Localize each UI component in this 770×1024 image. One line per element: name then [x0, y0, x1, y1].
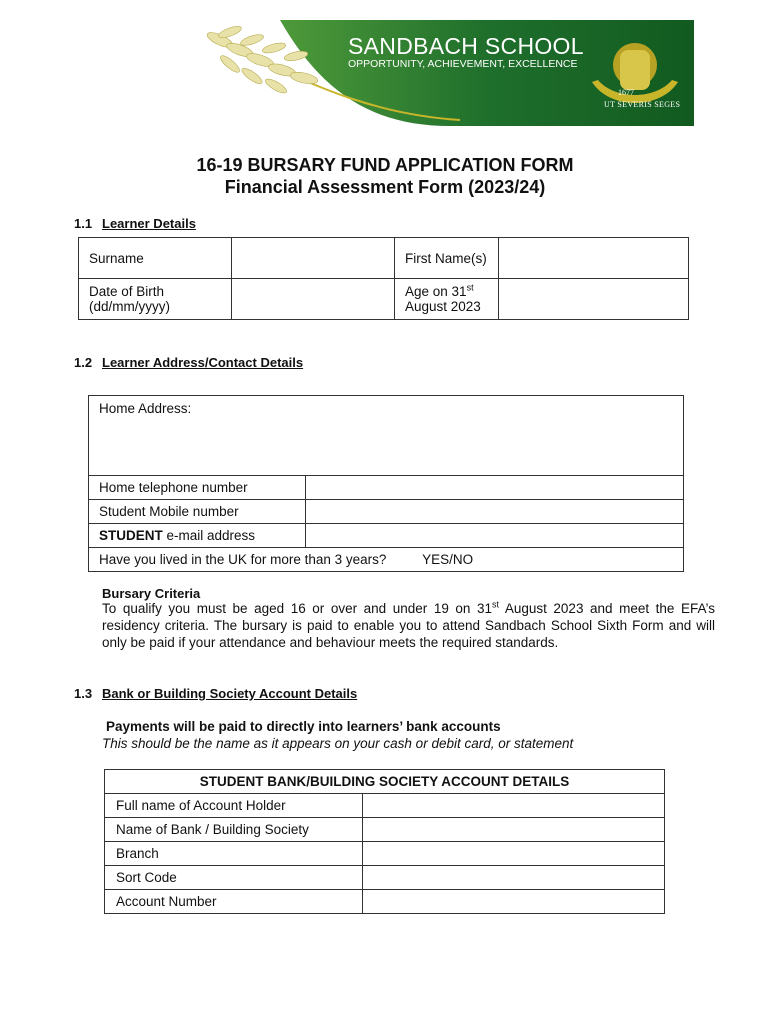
crest-motto: UT SEVERIS SEGES [604, 100, 681, 109]
section-number: 1.1 [74, 216, 93, 231]
address-table [88, 395, 684, 572]
section-label: Learner Details [102, 216, 196, 231]
criteria-text-a: To qualify you must be aged 16 or over and under 19 on 31 [102, 601, 492, 616]
bank-name-field[interactable] [363, 818, 665, 842]
first-names-field[interactable] [499, 238, 689, 279]
section-address [74, 355, 303, 370]
email-label-rest: e-mail address [162, 528, 256, 543]
age-field[interactable] [499, 279, 689, 320]
payments-note: Payments will be paid to directly into learners’ bank accounts [106, 719, 501, 734]
uk-residency-question: Have you lived in the UK for more than 3 years? [99, 552, 387, 567]
home-phone-label: Home telephone number [89, 476, 306, 500]
age-label-line2: August 2023 [405, 299, 481, 314]
dob-label-line2: (dd/mm/yyyy) [89, 299, 170, 314]
section-learner-details [74, 216, 196, 231]
section-label: Bank or Building Society Account Details [102, 686, 358, 701]
home-address-field[interactable] [89, 396, 684, 476]
email-label [89, 524, 306, 548]
school-name: SANDBACH SCHOOL [348, 33, 584, 59]
bank-table-header: STUDENT BANK/BUILDING SOCIETY ACCOUNT DETAILS [105, 770, 665, 794]
criteria-text [102, 600, 715, 651]
section-bank-details [74, 686, 357, 701]
home-phone-field[interactable] [306, 476, 684, 500]
crest-year: 1677 [618, 88, 634, 97]
dob-field[interactable] [232, 279, 395, 320]
surname-field[interactable] [232, 238, 395, 279]
account-holder-field[interactable] [363, 794, 665, 818]
age-label [395, 279, 499, 320]
criteria-text-b: August 2023 and meet the EFA’s residency criteria. The bursary is paid to enable you to attend Sandbach School Sixth Form and will only be paid if your attendance and behaviour meets the required standards. [102, 601, 715, 650]
first-names-label: First Name(s) [395, 238, 499, 279]
name-note: This should be the name as it appears on your cash or debit card, or statement [102, 736, 574, 751]
dob-label-line1: Date of Birth [89, 284, 165, 299]
learner-details-table [78, 237, 689, 320]
account-holder-label: Full name of Account Holder [105, 794, 363, 818]
criteria-text-sup: st [492, 599, 500, 610]
section-number: 1.3 [74, 686, 93, 701]
sort-code-field[interactable] [363, 866, 665, 890]
bank-name-label: Name of Bank / Building Society [105, 818, 363, 842]
surname-label: Surname [79, 238, 232, 279]
email-field[interactable] [306, 524, 684, 548]
branch-label: Branch [105, 842, 363, 866]
mobile-field[interactable] [306, 500, 684, 524]
account-number-field[interactable] [363, 890, 665, 914]
section-label: Learner Address/Contact Details [102, 355, 304, 370]
home-address-label: Home Address: [99, 401, 192, 416]
section-number: 1.2 [74, 355, 93, 370]
mobile-label: Student Mobile number [89, 500, 306, 524]
form-title: 16-19 BURSARY FUND APPLICATION FORM [196, 155, 574, 175]
bank-details-table [104, 769, 665, 914]
age-label-sup: st [466, 282, 474, 293]
school-motto: OPPORTUNITY, ACHIEVEMENT, EXCELLENCE [348, 58, 578, 70]
uk-residency-answer[interactable]: YES/NO [422, 552, 474, 567]
age-label-line1: Age on 31 [405, 284, 467, 299]
dob-label [79, 279, 232, 320]
sort-code-label: Sort Code [105, 866, 363, 890]
branch-field[interactable] [363, 842, 665, 866]
account-number-label: Account Number [105, 890, 363, 914]
form-subtitle: Financial Assessment Form (2023/24) [224, 177, 546, 197]
criteria-heading: Bursary Criteria [102, 586, 201, 601]
uk-residency-row [89, 548, 684, 572]
email-label-bold: STUDENT [99, 528, 163, 543]
